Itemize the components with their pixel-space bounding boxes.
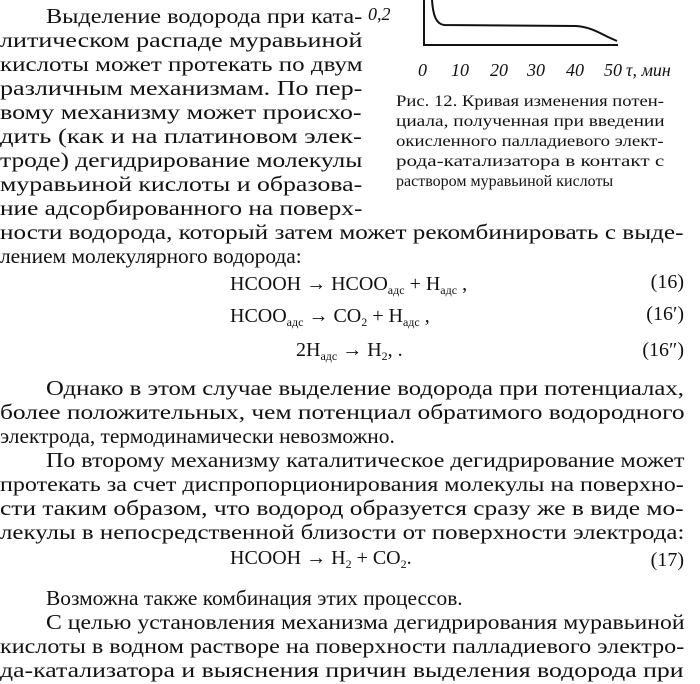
text-line: троде) дегидрирование молекулы: [0, 148, 363, 172]
text-line: муравьиной кислоты и образова-: [0, 172, 363, 196]
x-tick-0: 0: [418, 60, 427, 80]
caption-line: окисленного палладиевого элект-: [396, 133, 664, 150]
text-line: да-катализатора и выяснения причин выделения водорода при: [0, 658, 684, 682]
equation-16: HCOOH → $HCOO_{адс} + H_{адс}$ ,: [230, 273, 468, 297]
text-line: ние адсорбированного на поверх-: [0, 196, 363, 220]
caption-line: рода-катализатора в контакт с: [396, 153, 665, 170]
equation-16-double-prime: $2H_{адс} \to H_2$, .: [296, 339, 403, 363]
equation-number: (16″): [642, 339, 684, 361]
text-line: лением молекулярного водорода:: [0, 244, 302, 268]
caption-line: раствором муравьиной кислоты: [396, 173, 614, 190]
text-line: кислоты может протекать по двум: [0, 52, 363, 76]
text-line: более положительных, чем потенциал обратимого водородного: [0, 400, 685, 424]
text-line: ности водорода, который затем может рекомбинировать с выде-: [0, 220, 684, 244]
text-line: Однако в этом случае выделение водорода при потенциалах,: [46, 376, 684, 400]
equation-number: (16): [650, 271, 684, 293]
caption-line: циала, полученная при введении: [396, 113, 665, 130]
y-axis: [424, 0, 618, 45]
text-line: различным механизмам. По пер-: [0, 76, 363, 100]
text-line: литическом распаде муравьиной: [0, 28, 363, 52]
text-line: электрода, термодинамически невозможно.: [0, 424, 395, 448]
equation-17: HCOOH → $H_2 + CO_2$.: [230, 547, 412, 571]
x-tick-40: 40: [566, 60, 584, 80]
text-line: дить (как и на платиновом элек-: [0, 124, 362, 148]
potential-curve: [432, 0, 617, 41]
text-line: сти таким образом, что водород образуется сразу же в виде мо-: [0, 496, 684, 520]
equation-number: (17): [650, 549, 684, 571]
equation-16-prime: $HCOO_{адс} \to CO_2 + H_{адс}$ ,: [230, 305, 430, 329]
text-line: лекулы в непосредственной близости от поверхности электрода:: [0, 520, 685, 544]
equation-number: (16′): [646, 303, 684, 325]
y-tick-label: 0,2: [368, 4, 391, 24]
text-line: Возможна также комбинация этих процессов.: [46, 586, 463, 610]
text-line: С целью установления механизма дегидрирования муравьиной: [46, 610, 685, 634]
text-line: кислоты в водном растворе на поверхности палладиевого электро-: [0, 634, 685, 658]
text-line: вому механизму может происхо-: [0, 100, 362, 124]
text-line: Выделение водорода при ката-: [46, 4, 363, 28]
x-tick-50: 50: [604, 60, 622, 80]
x-axis-unit: τ, мин: [626, 60, 671, 80]
x-tick-20: 20: [490, 60, 508, 80]
caption-line: Рис. 12. Кривая изменения потен-: [396, 93, 664, 110]
text-line: протекать за счет диспропорционирования молекулы на поверхно-: [0, 472, 684, 496]
x-tick-10: 10: [451, 60, 469, 80]
x-tick-30: 30: [527, 60, 545, 80]
text-line: По второму механизму каталитическое дегидрирование может: [46, 448, 685, 472]
